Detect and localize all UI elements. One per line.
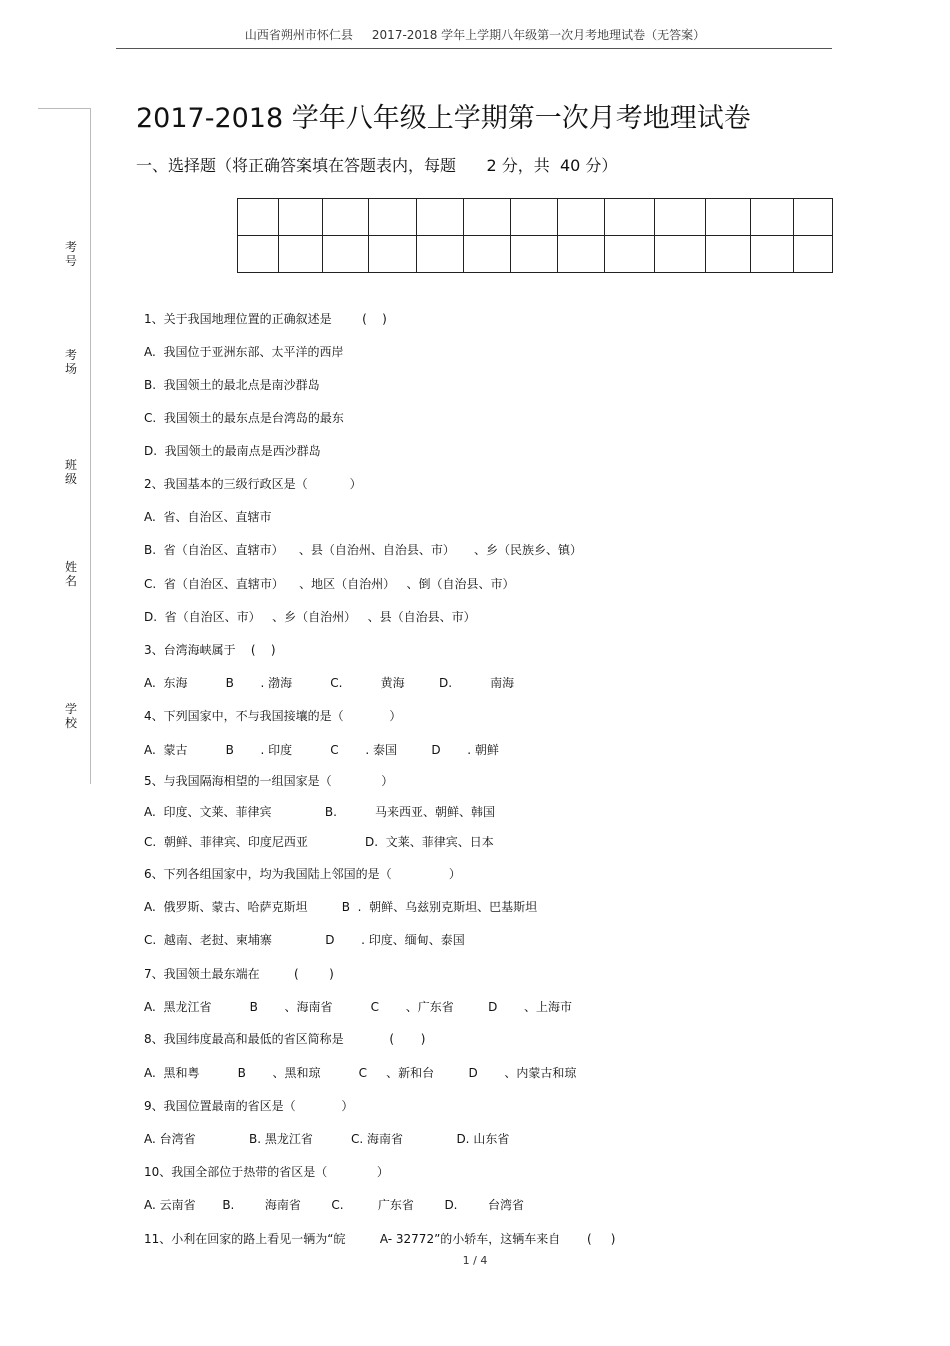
question-7-options: A. 黑龙江省 B 、海南省 C 、广东省 D 、上海市 xyxy=(144,1000,573,1014)
question-1-option-d: D. 我国领土的最南点是西沙群岛 xyxy=(144,444,321,458)
question-4-stem: 4、下列国家中，不与我国接壤的是（ ） xyxy=(144,709,402,723)
answer-cell[interactable] xyxy=(706,236,751,273)
question-1-stem: 1、关于我国地理位置的正确叙述是 ( ) xyxy=(144,312,387,326)
answer-cell[interactable] xyxy=(511,199,558,236)
answer-cell[interactable] xyxy=(655,199,706,236)
question-5-options-ab: A. 印度、文莱、菲律宾 B. 马来西亚、朝鲜、韩国 xyxy=(144,805,496,819)
answer-cell[interactable] xyxy=(417,236,464,273)
question-10-stem: 10、我国全部位于热带的省区是（ ） xyxy=(144,1165,389,1179)
question-8-stem: 8、我国纬度最高和最低的省区简称是 ( ) xyxy=(144,1032,426,1046)
page-header: 山西省朔州市怀仁县 2017-2018 学年上学期八年级第一次月考地理试卷（无答案） xyxy=(244,28,706,42)
question-2-option-c: C. 省（自治区、直辖市） 、地区（自治州） 、倒（自治县、市） xyxy=(144,577,515,591)
answer-cell[interactable] xyxy=(558,236,605,273)
answer-cell[interactable] xyxy=(464,236,511,273)
answer-cell[interactable] xyxy=(706,199,751,236)
question-2-stem: 2、我国基本的三级行政区是（ ） xyxy=(144,477,362,491)
answer-cell[interactable] xyxy=(279,236,323,273)
answer-cell[interactable] xyxy=(369,199,417,236)
answer-cell[interactable] xyxy=(279,199,323,236)
answer-table-row xyxy=(238,199,833,236)
question-9-options: A. 台湾省 B. 黑龙江省 C. 海南省 D. 山东省 xyxy=(144,1132,510,1146)
answer-cell[interactable] xyxy=(323,199,369,236)
header-divider xyxy=(116,48,832,49)
exam-room-label: 考场 xyxy=(64,348,77,376)
answer-table-row xyxy=(238,236,833,273)
question-5-stem: 5、与我国隔海相望的一组国家是（ ） xyxy=(144,774,394,788)
question-1-option-c: C. 我国领土的最东点是台湾岛的最东 xyxy=(144,411,344,425)
answer-cell[interactable] xyxy=(605,236,655,273)
answer-cell[interactable] xyxy=(751,199,794,236)
answer-cell[interactable] xyxy=(238,236,279,273)
answer-cell[interactable] xyxy=(464,199,511,236)
page-title: 2017-2018 学年八年级上学期第一次月考地理试卷 xyxy=(136,103,751,134)
question-1-option-a: A. 我国位于亚洲东部、太平洋的西岸 xyxy=(144,345,344,359)
question-3-stem: 3、台湾海峡属于 ( ) xyxy=(144,643,276,657)
question-5-options-cd: C. 朝鲜、菲律宾、印度尼西亚 D. 文莱、菲律宾、日本 xyxy=(144,835,494,849)
question-6-options-cd: C. 越南、老挝、柬埔寨 D . 印度、缅甸、泰国 xyxy=(144,933,465,947)
answer-cell[interactable] xyxy=(323,236,369,273)
answer-cell[interactable] xyxy=(417,199,464,236)
class-label: 班级 xyxy=(64,458,77,486)
question-2-option-d: D. 省（自治区、市） 、乡（自治州） 、县（自治县、市） xyxy=(144,610,476,624)
name-label: 姓名 xyxy=(64,560,77,588)
answer-cell[interactable] xyxy=(794,236,833,273)
answer-cell[interactable] xyxy=(794,199,833,236)
answer-cell[interactable] xyxy=(605,199,655,236)
answer-cell[interactable] xyxy=(511,236,558,273)
question-6-stem: 6、下列各组国家中，均为我国陆上邻国的是（ ） xyxy=(144,867,461,881)
section-heading: 一、选择题（将正确答案填在答题表内，每题 2 分，共 40 分） xyxy=(136,156,618,175)
school-label: 学校 xyxy=(64,702,77,730)
answer-cell[interactable] xyxy=(238,199,279,236)
answer-cell[interactable] xyxy=(558,199,605,236)
question-3-options: A. 东海 B . 渤海 C. 黄海 D. 南海 xyxy=(144,676,515,690)
answer-cell[interactable] xyxy=(655,236,706,273)
page-number: 1 / 4 xyxy=(462,1254,488,1267)
answer-table xyxy=(237,198,833,273)
question-11-stem: 11、小利在回家的路上看见一辆为“皖 A- 32772”的小轿车，这辆车来自 ( ) xyxy=(144,1232,616,1246)
question-2-option-a: A. 省、自治区、直辖市 xyxy=(144,510,272,524)
question-1-option-b: B. 我国领土的最北点是南沙群岛 xyxy=(144,378,320,392)
question-9-stem: 9、我国位置最南的省区是（ ） xyxy=(144,1099,354,1113)
question-2-option-b: B. 省（自治区、直辖市） 、县（自治州、自治县、市） 、乡（民族乡、镇） xyxy=(144,543,583,557)
answer-cell[interactable] xyxy=(751,236,794,273)
question-8-options: A. 黑和粤 B 、黑和琼 C 、新和台 D 、内蒙古和琼 xyxy=(144,1066,577,1080)
exam-number-label: 考号 xyxy=(64,240,77,268)
answer-cell[interactable] xyxy=(369,236,417,273)
question-6-options-ab: A. 俄罗斯、蒙古、哈萨克斯坦 B . 朝鲜、乌兹别克斯坦、巴基斯坦 xyxy=(144,900,538,914)
binding-line-top xyxy=(38,108,90,109)
question-7-stem: 7、我国领土最东端在 ( ) xyxy=(144,967,334,981)
question-4-options: A. 蒙古 B . 印度 C . 泰国 D . 朝鲜 xyxy=(144,743,499,757)
binding-line xyxy=(90,108,91,784)
question-10-options: A. 云南省 B. 海南省 C. 广东省 D. 台湾省 xyxy=(144,1198,525,1212)
